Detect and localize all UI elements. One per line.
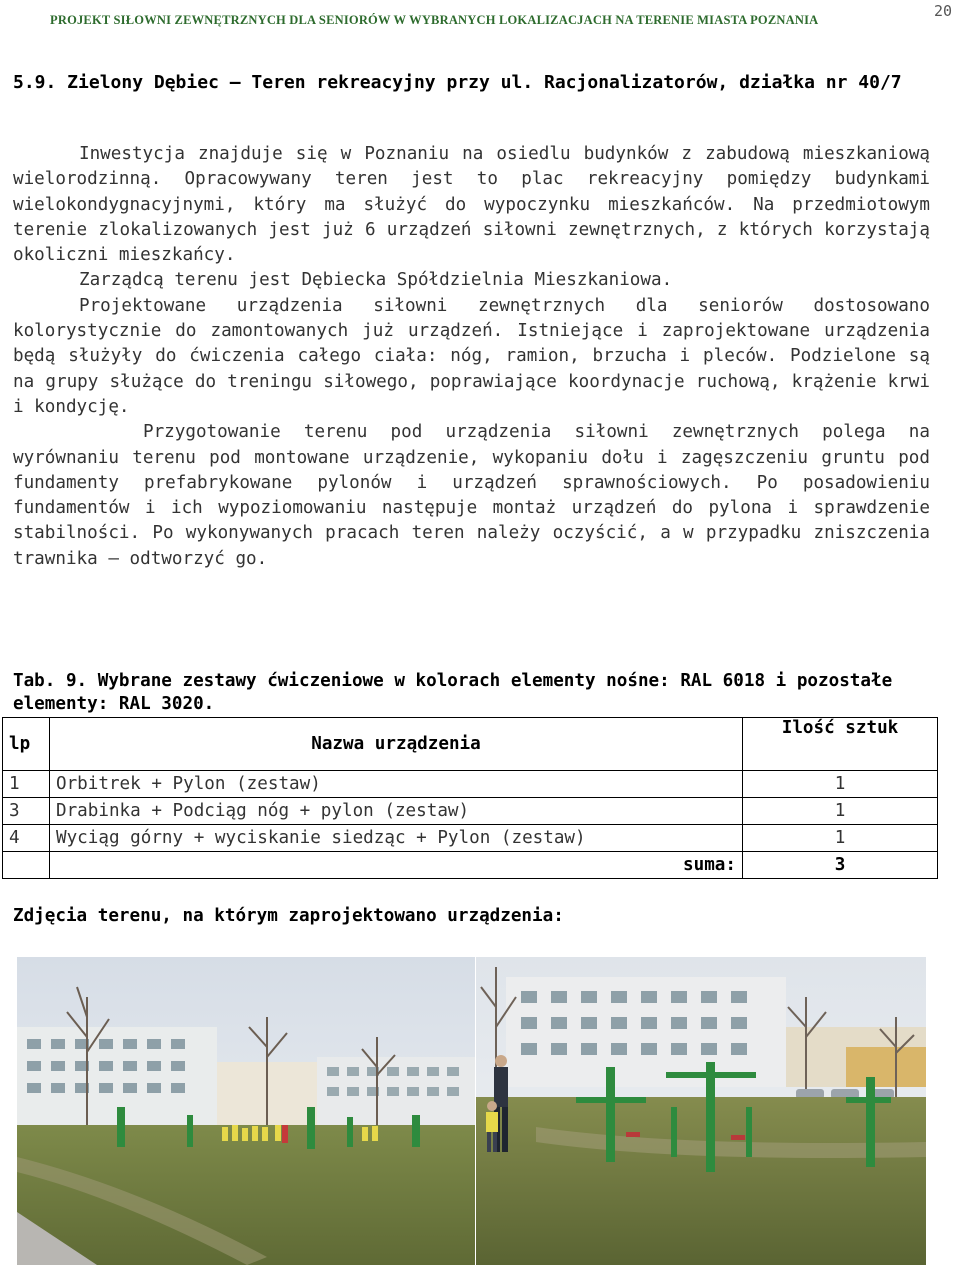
row-qty: 1	[743, 825, 938, 852]
table-caption: Tab. 9. Wybrane zestawy ćwiczeniowe w kolorach elementy nośne: RAL 6018 i pozostałe elementy: RAL 3020.	[13, 671, 893, 714]
header-name: Nazwa urządzenia	[50, 718, 743, 771]
row-qty: 1	[743, 798, 938, 825]
header-qty: Ilość sztuk	[743, 718, 938, 771]
table-row	[3, 771, 938, 798]
running-header: PROJEKT SIŁOWNI ZEWNĘTRZNYCH DLA SENIORÓW W WYBRANYCH LOKALIZACJACH NA TERENIE MIASTA POZNANIA	[50, 13, 819, 27]
paragraph-manager: Zarządcą terenu jest Dębiecka Spółdzielnia Mieszkaniowa.	[79, 270, 673, 291]
site-photo-2	[476, 957, 926, 1265]
equipment-table	[2, 717, 938, 879]
site-photo-2-image	[476, 957, 926, 1265]
row-lp: 4	[3, 825, 50, 852]
paragraph-equipment: Projektowane urządzenia siłowni zewnętrznych dla seniorów dostosowano kolorystycznie do zamontowanych już urządzeń. Istniejące i zaprojektowane urządzenia będą służyły do ćwiczenia całego ciała: nóg, ramion, brzucha i pleców. Podzielone są na grupy służące do treningu siłowego, poprawiające koordynacje ruchową, krążenie krwi i kondycję.	[13, 295, 930, 417]
row-name: Wyciąg górny + wyciskanie siedząc + Pylon (zestaw)	[50, 825, 743, 852]
paragraph-preparation: Przygotowanie terenu pod urządzenia siłowni zewnętrznych polega na wyrównaniu terenu pod montowane urządzenie, wykopaniu dołu i zagęszczeniu gruntu pod fundamenty prefabrykowane pylonów i urządzeń sprawnościowych. Po posadowieniu fundamentów i ich wypoziomowaniu następuje montaż urządzeń do pylona i sprawdzenie stabilności. Po wykonywanych pracach teren należy oczyścić, a w przypadku zniszczenia trawnika – odtworzyć go.	[13, 422, 930, 569]
header-lp: lp	[3, 718, 50, 771]
row-qty: 1	[743, 771, 938, 798]
sum-lp-empty	[3, 852, 50, 879]
page-number: 20	[933, 2, 952, 20]
table-sum-row	[3, 852, 938, 879]
row-name: Drabinka + Podciąg nóg + pylon (zestaw)	[50, 798, 743, 825]
paragraph-location: Inwestycja znajduje się w Poznaniu na osiedlu budynków z zabudową mieszkaniową wielorodzinną. Opracowywany teren jest to plac rekreacyjny pomiędzy budynkami wielokondygnacyjnymi, który ma służyć do wypoczynku mieszkańców. Na przedmiotowym terenie zlokalizowanych jest już 6 urządzeń siłowni zewnętrznych, z których korzystają okoliczni mieszkańcy.	[13, 144, 930, 266]
row-name: Orbitrek + Pylon (zestaw)	[50, 771, 743, 798]
body-text	[13, 142, 930, 572]
photos-heading: Zdjęcia terenu, na którym zaprojektowano urządzenia:	[13, 906, 564, 926]
row-lp: 3	[3, 798, 50, 825]
table-row	[3, 825, 938, 852]
site-photo-1-image	[17, 957, 475, 1265]
table-row	[3, 798, 938, 825]
sum-value: 3	[743, 852, 938, 879]
section-title: 5.9. Zielony Dębiec – Teren rekreacyjny przy ul. Racjonalizatorów, działka nr 40/7	[13, 72, 902, 93]
table-header-row	[3, 718, 938, 771]
site-photo-1	[17, 957, 475, 1265]
row-lp: 1	[3, 771, 50, 798]
sum-label: suma:	[50, 852, 743, 879]
